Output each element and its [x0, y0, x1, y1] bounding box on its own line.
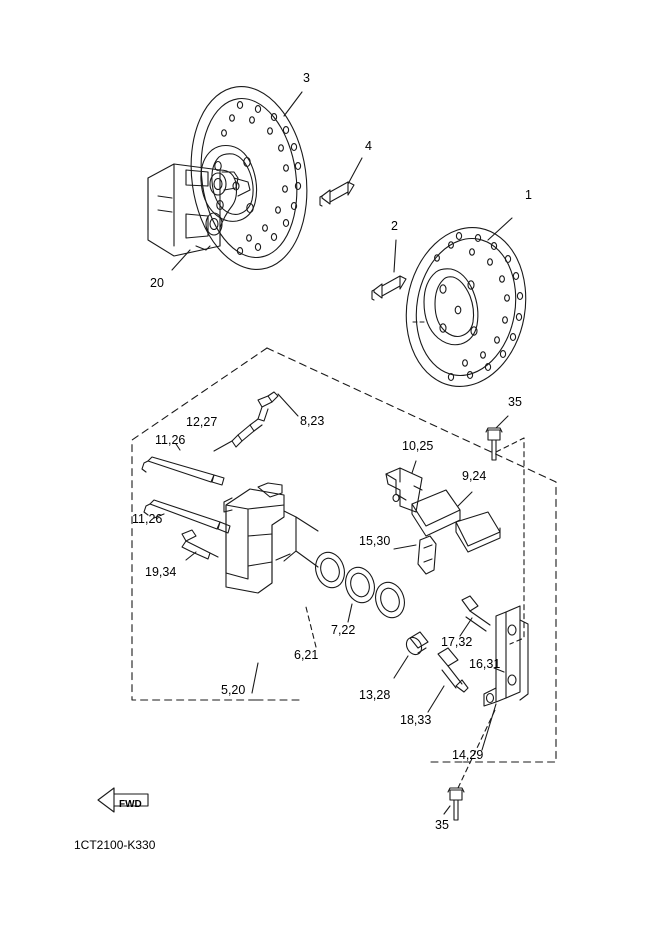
leader-20: [172, 250, 190, 270]
callout-12-27: 12,27: [186, 415, 218, 429]
leader-7-22: [348, 604, 352, 622]
leader-15-30: [394, 545, 416, 549]
leader-12-27: [214, 441, 232, 451]
bleed-screw-8-23: [232, 392, 278, 447]
callout-8-23: 8,23: [300, 414, 325, 428]
slide-pin-upper-11-26: [142, 457, 224, 485]
bolt-4: [320, 182, 354, 206]
callout-10-25: 10,25: [402, 439, 434, 453]
bushing-18-33: [438, 648, 468, 692]
callout-7-22: 7,22: [331, 623, 356, 637]
leader-2: [394, 240, 396, 272]
leader-13-28: [394, 656, 408, 678]
leader-10-25: [412, 461, 416, 473]
group-boundary: [132, 348, 556, 762]
leader-9-24: [458, 492, 472, 506]
bolt-2: [372, 276, 406, 300]
callout-15-30: 15,30: [359, 534, 391, 548]
bushing-13-28: [403, 632, 428, 657]
bolt-35-upper: [486, 428, 502, 460]
leader-6-21-b: [276, 554, 290, 560]
brake-pads-9-24: [412, 490, 500, 552]
fwd-label: FWD: [119, 799, 142, 810]
callout-14-29: 14,29: [452, 748, 484, 762]
leader-3: [284, 92, 302, 116]
leader-17-32: [460, 618, 472, 636]
screw-19-34: [182, 530, 218, 559]
callout-17-32: 17,32: [441, 635, 473, 649]
callout-1: 1: [525, 188, 532, 202]
leader-14-29: [482, 704, 496, 750]
callout-2: 2: [391, 219, 398, 233]
callout-11-26-upper: 11,26: [155, 433, 186, 447]
pad-retainer-10-25: [386, 468, 422, 512]
callout-20: 20: [150, 276, 164, 290]
callout-5-20: 5,20: [221, 683, 246, 697]
bracket-16-31: [484, 606, 528, 706]
leader-19-34: [186, 552, 196, 560]
leader-35-upper: [496, 416, 508, 428]
bolt-35-lower: [448, 788, 464, 820]
caliper-body-5-20: [224, 483, 318, 593]
callout-35-lower: 35: [435, 818, 449, 832]
leader-4: [348, 158, 362, 184]
callout-16-31: 16,31: [469, 657, 501, 671]
callout-35-upper: 35: [508, 395, 522, 409]
callout-18-33: 18,33: [400, 713, 432, 727]
shim-15-30: [418, 536, 436, 574]
pistons-7-22: [311, 549, 409, 622]
leader-6-21: [306, 607, 316, 647]
caliper-assembly-20: [148, 164, 250, 256]
leader-5-20: [252, 663, 258, 693]
callout-3: 3: [303, 71, 310, 85]
leader-35-lower: [444, 806, 450, 814]
callout-11-26-lower: 11,26: [132, 512, 163, 526]
leader-18-33: [428, 686, 444, 712]
brake-disc-1: [394, 218, 538, 396]
leader-8-23: [278, 394, 298, 416]
callout-19-34: 19,34: [145, 565, 177, 579]
callout-6-21: 6,21: [294, 648, 319, 662]
callout-4: 4: [365, 139, 372, 153]
callout-13-28: 13,28: [359, 688, 391, 702]
footer-code: 1CT2100-K330: [74, 838, 156, 852]
callout-9-24: 9,24: [462, 469, 487, 483]
